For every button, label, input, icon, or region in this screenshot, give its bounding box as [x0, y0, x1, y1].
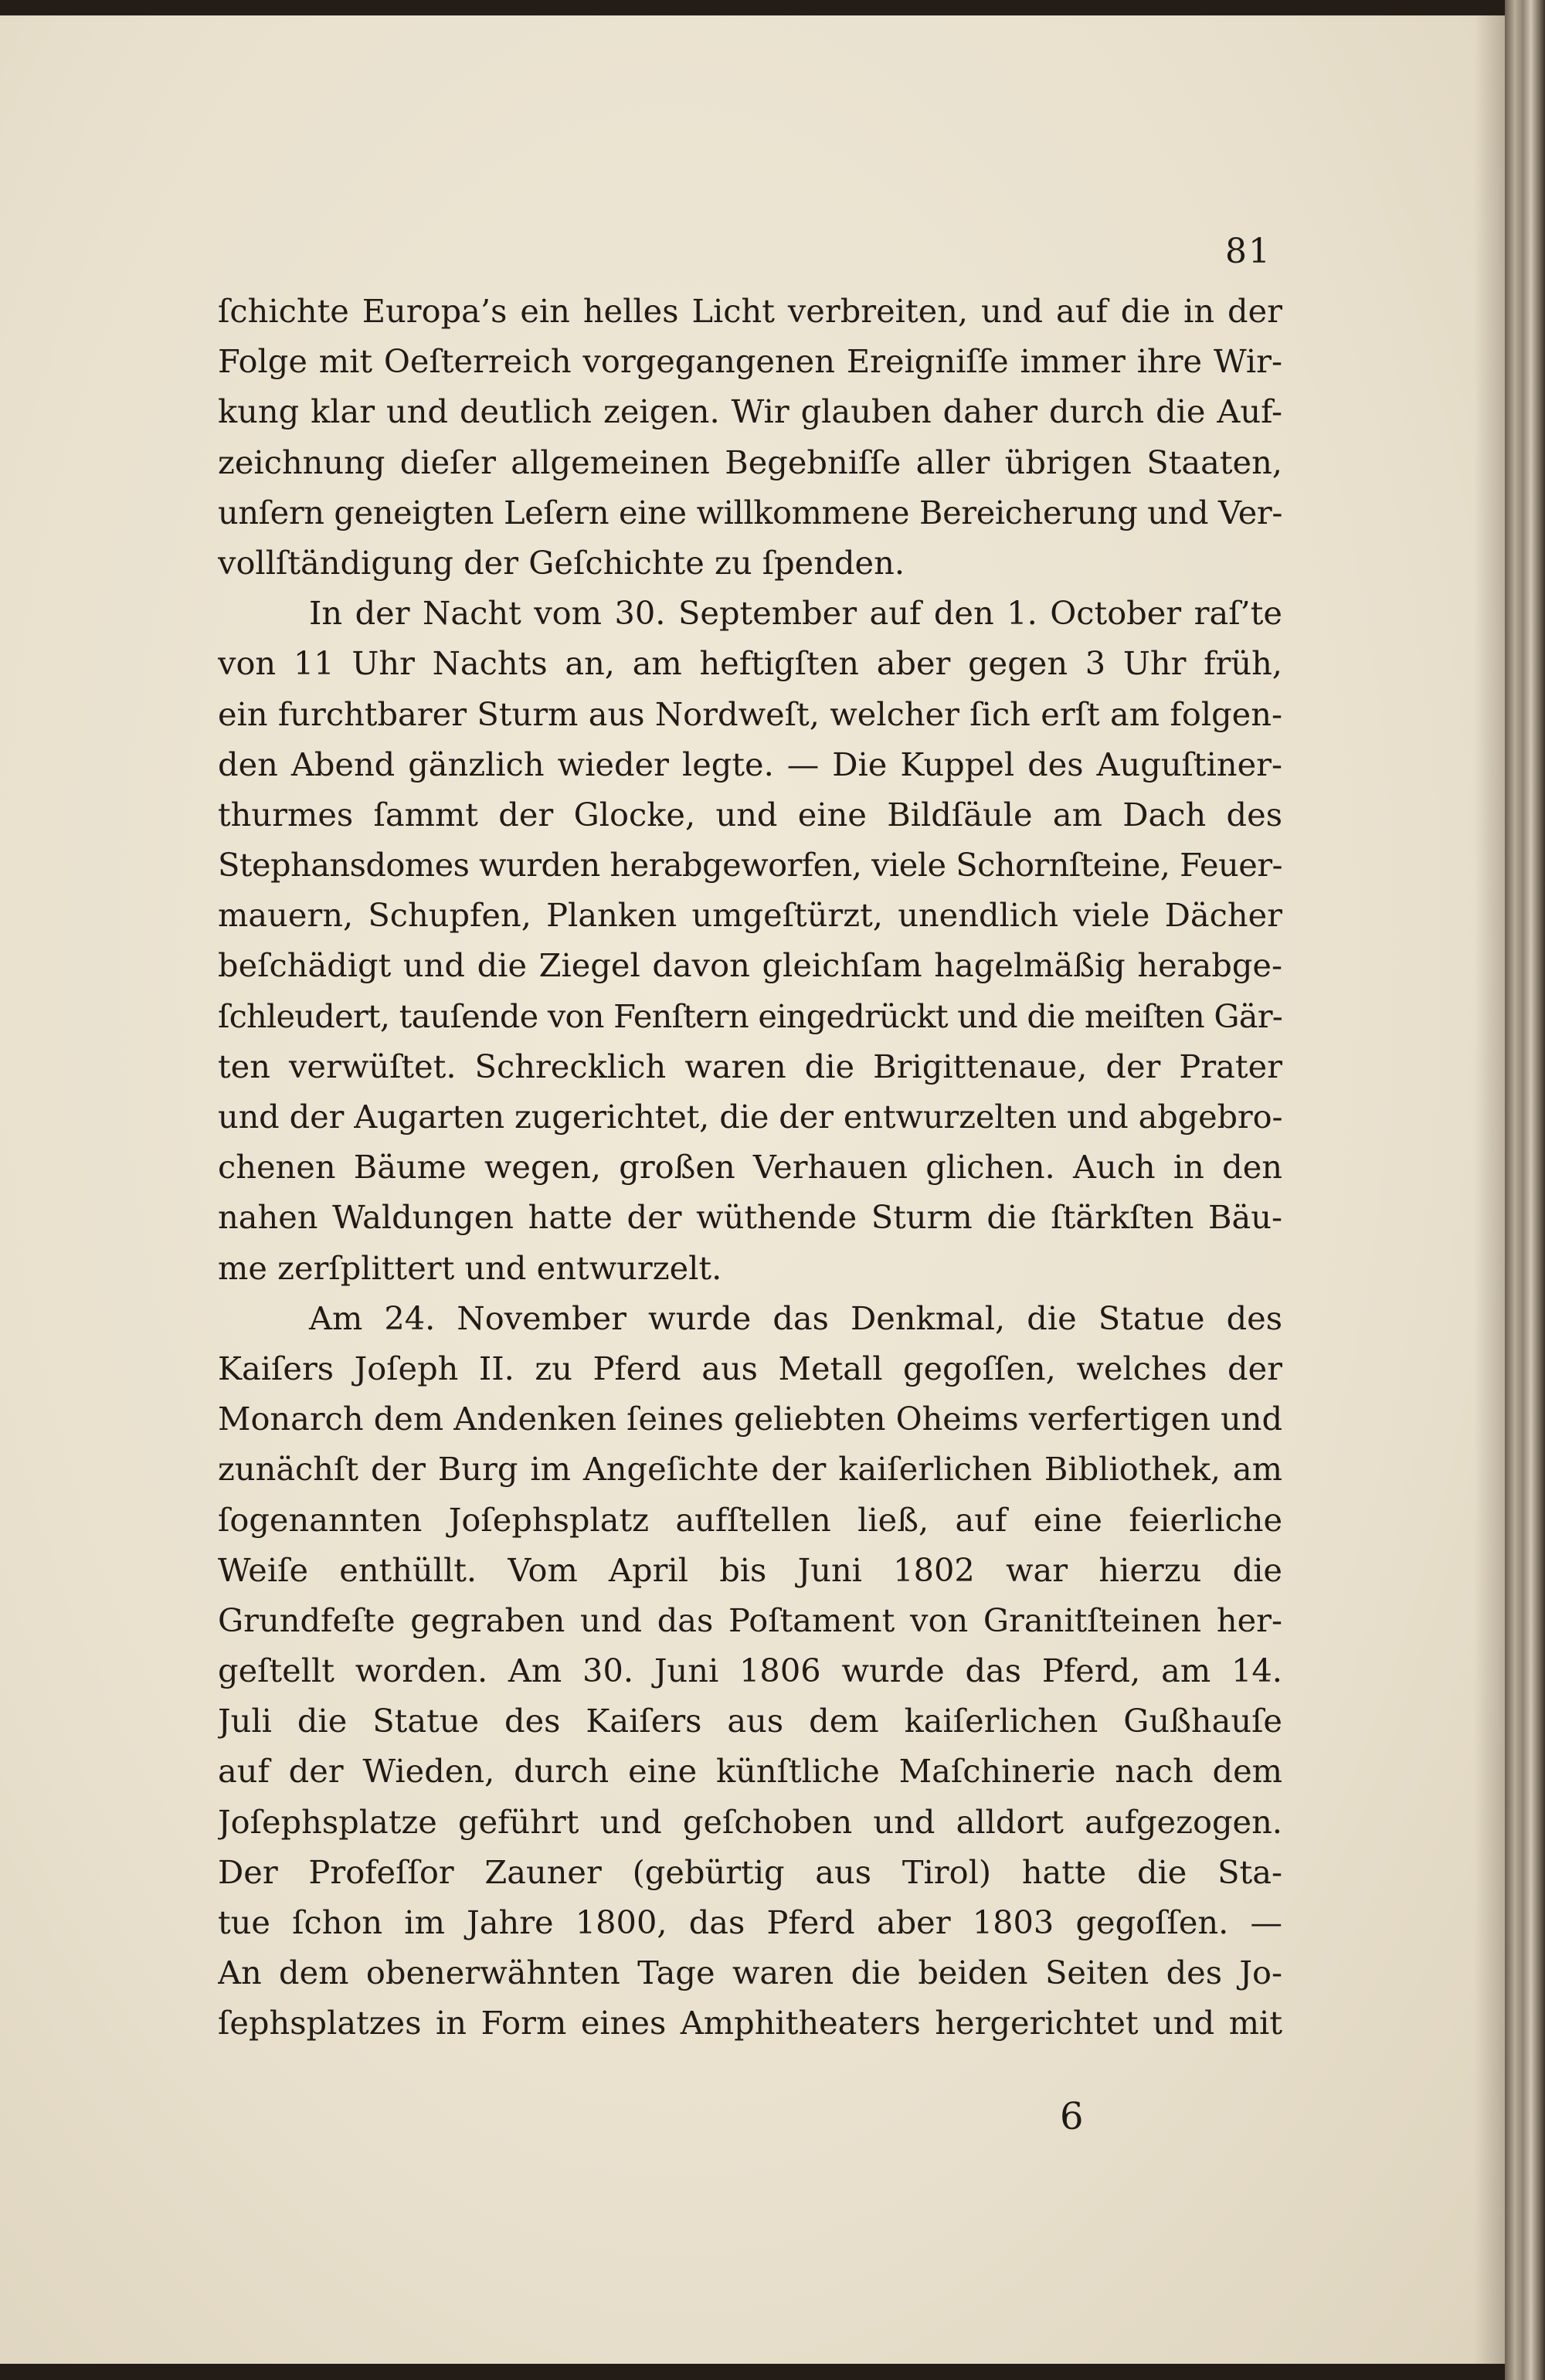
text-line: thurmes ſammt der Glocke, und eine Bildſäule am Dach des — [218, 795, 1282, 834]
text-line: und der Augarten zugerichtet, die der entwurzelten und abgebro- — [218, 1098, 1282, 1136]
text-line: Kaiſers Joſeph II. zu Pferd aus Metall gegoſſen, welches der — [218, 1349, 1282, 1387]
text-line: zunächſt der Burg im Angeſichte der kaiſerlichen Bibliothek, am — [218, 1450, 1282, 1489]
page-number: 81 — [1225, 232, 1272, 271]
book-edge — [1505, 0, 1545, 2380]
gutter-shadow — [1474, 15, 1505, 2364]
text-line: unſern geneigten Leſern eine willkommene Bereicherung und Ver- — [218, 493, 1282, 531]
text-line: mauern, Schupfen, Planken umgeſtürzt, unendlich viele Dächer — [218, 896, 1282, 935]
text-line: me zerſplittert und entwurzelt. — [218, 1248, 722, 1287]
text-line: ſchleudert, tauſende von Fenſtern eingedrückt und die meiſten Gär- — [218, 996, 1282, 1035]
text-line: In der Nacht vom 30. September auf den 1. October raſ’te — [309, 594, 1282, 633]
text-line: ten verwüſtet. Schrecklich waren die Brigittenaue, der Prater — [218, 1047, 1282, 1085]
text-line: ſogenannten Joſephsplatz aufſtellen ließ, auf eine feierliche — [218, 1500, 1282, 1539]
text-line: Stephansdomes wurden herabgeworfen, viele Schornſteine, Feuer- — [218, 846, 1282, 884]
text-line: Folge mit Oeſterreich vorgegangenen Ereigniſſe immer ihre Wir- — [218, 342, 1282, 381]
text-line: ſephsplatzes in Form eines Amphitheaters hergerichtet und mit — [218, 2004, 1282, 2042]
text-line: von 11 Uhr Nachts an, am heftigſten aber gegen 3 Uhr früh, — [218, 644, 1282, 683]
text-line: Der Profeſſor Zauner (gebürtig aus Tirol) hatte die Sta- — [218, 1852, 1282, 1891]
text-line: An dem obenerwähnten Tage waren die beiden Seiten des Jo- — [218, 1954, 1282, 1992]
text-line: geſtellt worden. Am 30. Juni 1806 wurde das Pferd, am 14. — [218, 1652, 1282, 1690]
text-line: vollſtändigung der Geſchichte zu ſpenden. — [218, 543, 905, 582]
signature-mark: 6 — [1060, 2095, 1084, 2138]
text-line: den Abend gänzlich wieder legte. — Die Kuppel des Auguſtiner- — [218, 745, 1282, 783]
text-line: Am 24. November wurde das Denkmal, die Statue des — [309, 1299, 1282, 1337]
body-text — [218, 286, 1282, 2049]
text-line: Grundfeſte gegraben und das Poſtament von Granitſteinen her- — [218, 1601, 1282, 1639]
text-line: Joſephsplatze geführt und geſchoben und alldort aufgezogen. — [218, 1802, 1282, 1841]
book-page — [0, 15, 1505, 2364]
text-line: Monarch dem Andenken ſeines geliebten Oheims verfertigen und — [218, 1400, 1282, 1438]
text-line: kung klar und deutlich zeigen. Wir glauben daher durch die Auf- — [218, 392, 1282, 431]
text-line: nahen Waldungen hatte der wüthende Sturm die ſtärkſten Bäu- — [218, 1198, 1282, 1237]
text-line: chenen Bäume wegen, großen Verhauen glichen. Auch in den — [218, 1148, 1282, 1187]
text-line: tue ſchon im Jahre 1800, das Pferd aber 1803 gegoſſen. — — [218, 1903, 1282, 1941]
text-line: beſchädigt und die Ziegel davon gleichſam hagelmäßig herabge- — [218, 946, 1282, 985]
text-line: Juli die Statue des Kaiſers aus dem kaiſerlichen Gußhauſe — [218, 1702, 1282, 1740]
text-line: ein furchtbarer Sturm aus Nordweſt, welcher ſich erſt am folgen- — [218, 694, 1282, 733]
text-line: Weiſe enthüllt. Vom April bis Juni 1802 war hierzu die — [218, 1550, 1282, 1589]
text-line: auf der Wieden, durch eine künſtliche Maſchinerie nach dem — [218, 1752, 1282, 1791]
text-line: ſchichte Europa’s ein helles Licht verbreiten, und auf die in der — [218, 292, 1282, 330]
text-line: zeichnung dieſer allgemeinen Begebniſſe aller übrigen Staaten, — [218, 443, 1282, 481]
